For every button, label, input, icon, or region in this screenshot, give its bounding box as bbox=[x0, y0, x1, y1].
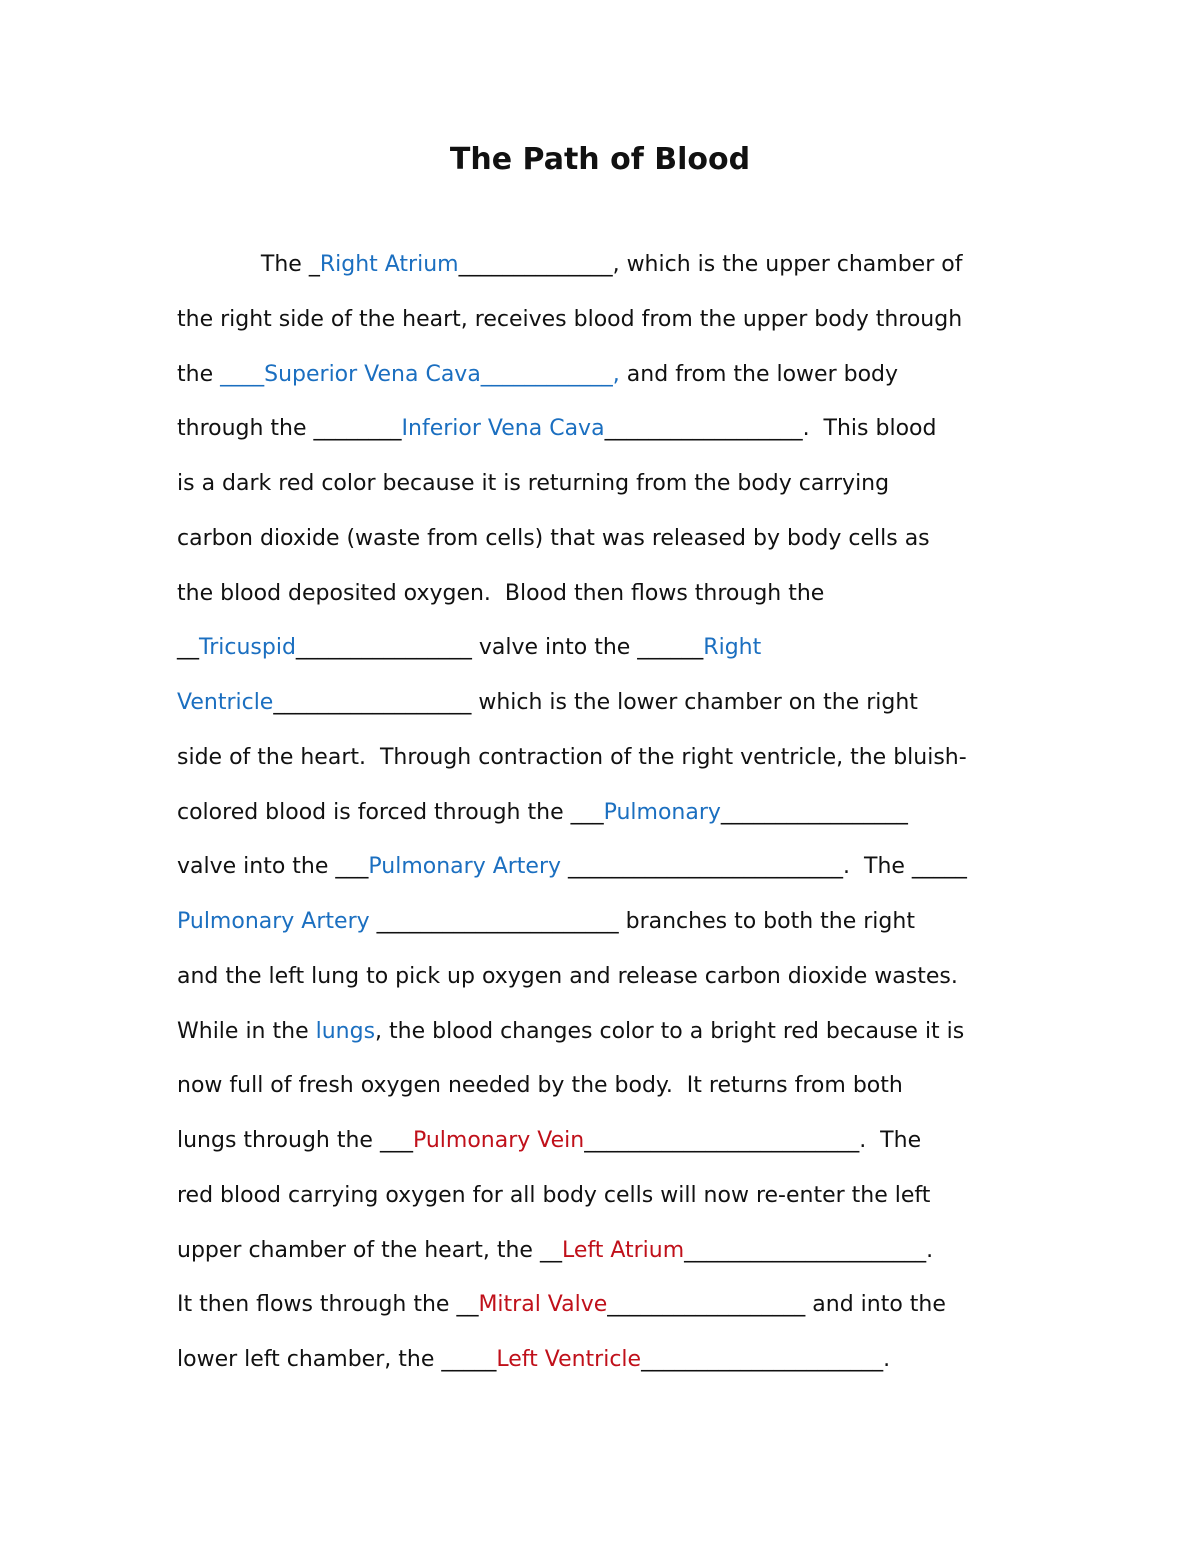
text-line bbox=[177, 1345, 890, 1375]
line-text: _________________________. The bbox=[584, 1128, 922, 1153]
line-text: ______________, which is the upper chamber of bbox=[458, 252, 963, 277]
answer-text: Mitral Valve bbox=[478, 1292, 608, 1318]
line-text: valve into the ___ bbox=[177, 854, 369, 880]
answer-text: Inferior Vena Cava bbox=[401, 416, 605, 442]
text-line bbox=[177, 360, 898, 390]
text-line bbox=[177, 1071, 903, 1101]
line-text: It then flows through the __ bbox=[177, 1292, 479, 1318]
text-line bbox=[177, 907, 915, 937]
text-line bbox=[177, 524, 930, 554]
line-text: ________________ valve into the ______ bbox=[295, 635, 704, 661]
line-text: __________________. This blood bbox=[604, 416, 937, 442]
line-text: __________________ which is the lower chamber on the right bbox=[273, 690, 918, 715]
text-line bbox=[177, 250, 962, 280]
text-line bbox=[177, 1126, 921, 1156]
line-text: _________________________. The _____ bbox=[561, 854, 967, 880]
line-text: the bbox=[177, 361, 221, 387]
text-line bbox=[177, 688, 918, 718]
answer-text: ____Superior Vena Cava____________, bbox=[220, 361, 620, 387]
text-line bbox=[177, 798, 908, 828]
page-title: The Path of Blood bbox=[449, 142, 751, 177]
answer-text: Pulmonary Artery bbox=[368, 854, 562, 880]
answer-text: Left Atrium bbox=[561, 1237, 685, 1263]
line-text: red blood carrying oxygen for all body cells will now re-enter the left bbox=[177, 1182, 931, 1208]
text-line bbox=[177, 962, 958, 992]
line-text: lungs through the ___ bbox=[177, 1128, 413, 1153]
line-text: __________________ and into the bbox=[607, 1292, 946, 1318]
text-line bbox=[177, 633, 761, 663]
line-text: the blood deposited oxygen. Blood then flows through the bbox=[177, 580, 825, 606]
text-line bbox=[177, 305, 962, 335]
line-text: side of the heart. Through contraction of the right ventricle, the bluish- bbox=[177, 744, 967, 770]
text-line bbox=[177, 1017, 964, 1047]
line-text: now full of fresh oxygen needed by the body. It returns from both bbox=[177, 1073, 903, 1099]
text-line bbox=[177, 1290, 946, 1320]
answer-text: Right bbox=[703, 635, 762, 661]
answer-text: Pulmonary Vein bbox=[412, 1128, 585, 1153]
line-text: carbon dioxide (waste from cells) that was released by body cells as bbox=[177, 525, 930, 551]
line-text: and from the lower body bbox=[619, 361, 899, 387]
text-line bbox=[177, 579, 824, 609]
answer-text: Pulmonary bbox=[603, 799, 721, 825]
text-line bbox=[177, 852, 967, 882]
line-text: through the ________ bbox=[177, 416, 402, 442]
line-text: and the left lung to pick up oxygen and release carbon dioxide wastes. bbox=[177, 963, 958, 989]
line-text: upper chamber of the heart, the __ bbox=[177, 1237, 562, 1263]
answer-text: Left Ventricle bbox=[496, 1347, 642, 1372]
answer-text: Tricuspid bbox=[199, 635, 296, 661]
text-line bbox=[177, 1181, 930, 1211]
answer-text: Ventricle bbox=[177, 690, 274, 715]
text-line bbox=[177, 469, 889, 499]
answer-text: Pulmonary Artery bbox=[177, 909, 370, 934]
line-text: lower left chamber, the _____ bbox=[177, 1347, 497, 1372]
line-text: ______________________. bbox=[641, 1347, 891, 1372]
line-text: ______________________. bbox=[684, 1237, 934, 1263]
line-text: colored blood is forced through the ___ bbox=[177, 799, 604, 825]
text-line bbox=[177, 414, 936, 444]
line-text: the right side of the heart, receives blood from the upper body through bbox=[177, 306, 963, 332]
line-text: , the blood changes color to a bright red because it is bbox=[375, 1018, 965, 1044]
line-text: While in the bbox=[177, 1018, 316, 1044]
text-line bbox=[177, 1236, 933, 1266]
line-text: The _ bbox=[177, 252, 320, 277]
line-text: ______________________ branches to both the right bbox=[369, 909, 915, 934]
line-text: is a dark red color because it is returning from the body carrying bbox=[177, 471, 890, 496]
line-text: __ bbox=[177, 635, 199, 661]
answer-text: lungs bbox=[315, 1018, 376, 1044]
text-line bbox=[177, 743, 967, 773]
line-text: _________________ bbox=[720, 799, 908, 825]
answer-text: Right Atrium bbox=[319, 252, 459, 277]
